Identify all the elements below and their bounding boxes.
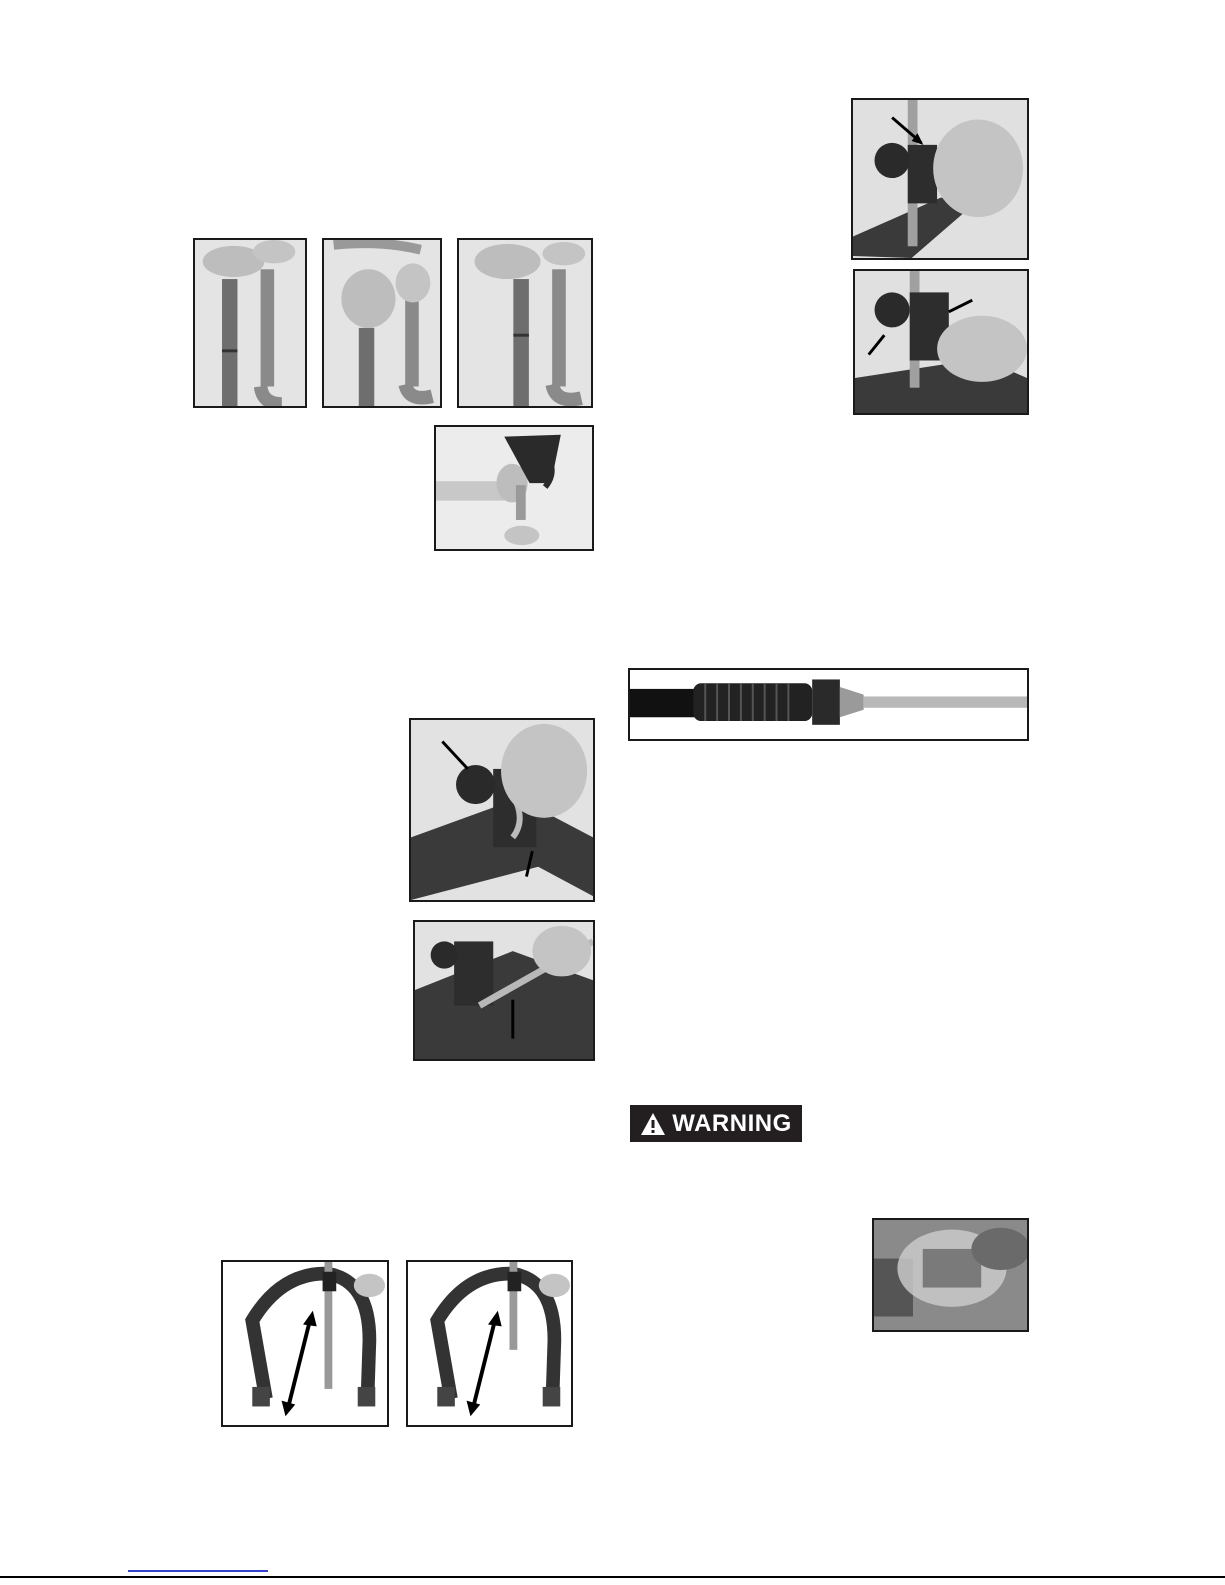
footer-rule: [0, 1576, 1225, 1578]
photo-frame-lance-position-a: [221, 1260, 389, 1427]
warning-text: WARNING: [672, 1109, 792, 1137]
footer-link-underline: [128, 1570, 268, 1572]
photo-lance-connection: [628, 668, 1029, 741]
warning-triangle-icon: [640, 1112, 666, 1136]
photo-handle-step-1: [193, 238, 307, 408]
photo-handle-step-3: [457, 238, 593, 408]
photo-pump-covered-bag: [872, 1218, 1029, 1332]
photo-handle-step-2: [322, 238, 442, 408]
photo-holder-knob-top: [851, 98, 1029, 260]
photo-spray-gun-connection: [434, 425, 594, 551]
warning-label: [630, 1105, 802, 1142]
photo-bracket-insert-lance: [409, 718, 595, 902]
photo-bracket-secure-lance: [413, 920, 595, 1061]
photo-frame-lance-position-b: [406, 1260, 573, 1427]
photo-holder-knob-bottom: [853, 269, 1029, 415]
